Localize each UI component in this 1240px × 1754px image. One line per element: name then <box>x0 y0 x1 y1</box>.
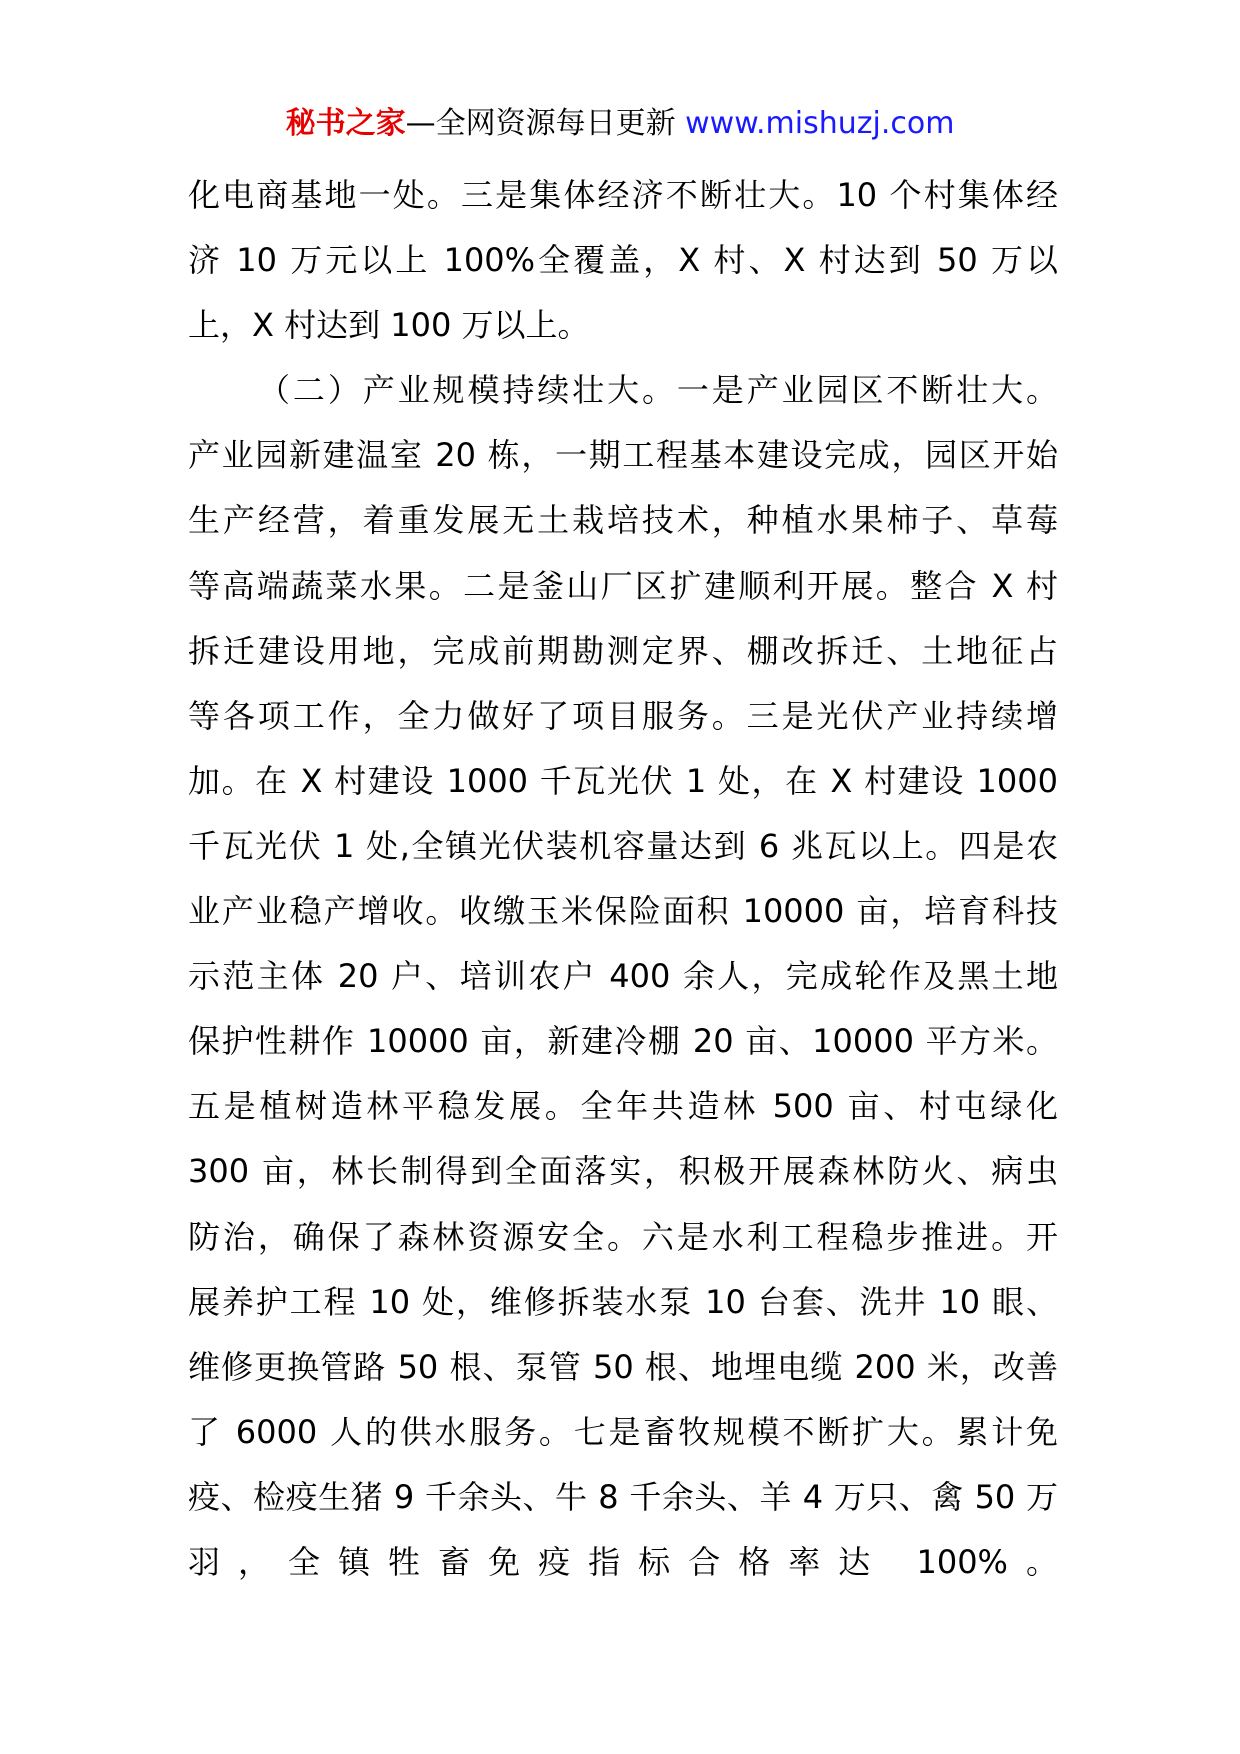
text-line <box>188 1595 1058 1660</box>
text-line: 维修更换管路 50 根、泵管 50 根、地埋电缆 200 米，改善 <box>188 1347 1058 1386</box>
text-line: 保护性耕作 10000 亩，新建冷棚 20 亩、10000 平方米。 <box>188 1022 1058 1061</box>
section-heading-line: （二）产业规模持续壮大。一是产业园区不断壮大。 <box>258 371 1058 410</box>
text-line: 了 6000 人的供水服务。七是畜牧规模不断扩大。累计免 <box>188 1412 1058 1451</box>
text-line: 上，X 村达到 100 万以上。 <box>188 306 590 345</box>
text-line: 千瓦光伏 1 处,全镇光伏装机容量达到 6 兆瓦以上。四是农 <box>188 826 1058 865</box>
text-line: 羽，全镇牲畜免疫指标合格率达 100%。 <box>188 1542 1058 1581</box>
text-line: 加。在 X 村建设 1000 千瓦光伏 1 处，在 X 村建设 1000 <box>188 761 1058 800</box>
site-url[interactable]: www.mishuzj.com <box>685 106 955 141</box>
text-line: 生产经营，着重发展无土栽培技术，种植水果柿子、草莓 <box>188 501 1058 540</box>
text-line: 300 亩，林长制得到全面落实，积极开展森林防火、病虫 <box>188 1152 1058 1191</box>
text-line: 等各项工作，全力做好了项目服务。三是光伏产业持续增 <box>188 696 1058 735</box>
site-header <box>0 104 1240 144</box>
brand-name: 秘书之家 <box>285 106 406 141</box>
text-line: 展养护工程 10 处，维修拆装水泵 10 台套、洗井 10 眼、 <box>188 1282 1058 1321</box>
text-line: 济 10 万元以上 100%全覆盖，X 村、X 村达到 50 万以 <box>188 241 1058 280</box>
text-line: 产业园新建温室 20 栋，一期工程基本建设完成，园区开始 <box>188 436 1058 475</box>
header-separator: — <box>405 106 436 141</box>
text-line: 五是植树造林平稳发展。全年共造林 500 亩、村屯绿化 <box>188 1087 1058 1126</box>
paragraph-1 <box>188 163 1058 358</box>
text-line: 业产业稳产增收。收缴玉米保险面积 10000 亩，培育科技 <box>188 892 1058 931</box>
text-line: 拆迁建设用地，完成前期勘测定界、棚改拆迁、土地征占 <box>188 631 1058 670</box>
paragraph-2 <box>188 358 1058 1660</box>
text-line: 示范主体 20 户、培训农户 400 余人，完成轮作及黑土地 <box>188 957 1058 996</box>
text-line: 化电商基地一处。三是集体经济不断壮大。10 个村集体经 <box>188 176 1058 214</box>
text-line: 防治，确保了森林资源安全。六是水利工程稳步推进。开 <box>188 1217 1058 1256</box>
text-line: 等高端蔬菜水果。二是釜山厂区扩建顺利开展。整合 X 村 <box>188 566 1058 605</box>
document-body <box>188 163 1058 1660</box>
text-line: 疫、检疫生猪 9 千余头、牛 8 千余头、羊 4 万只、禽 50 万 <box>188 1477 1058 1516</box>
header-tagline: 全网资源每日更新 <box>435 106 676 141</box>
